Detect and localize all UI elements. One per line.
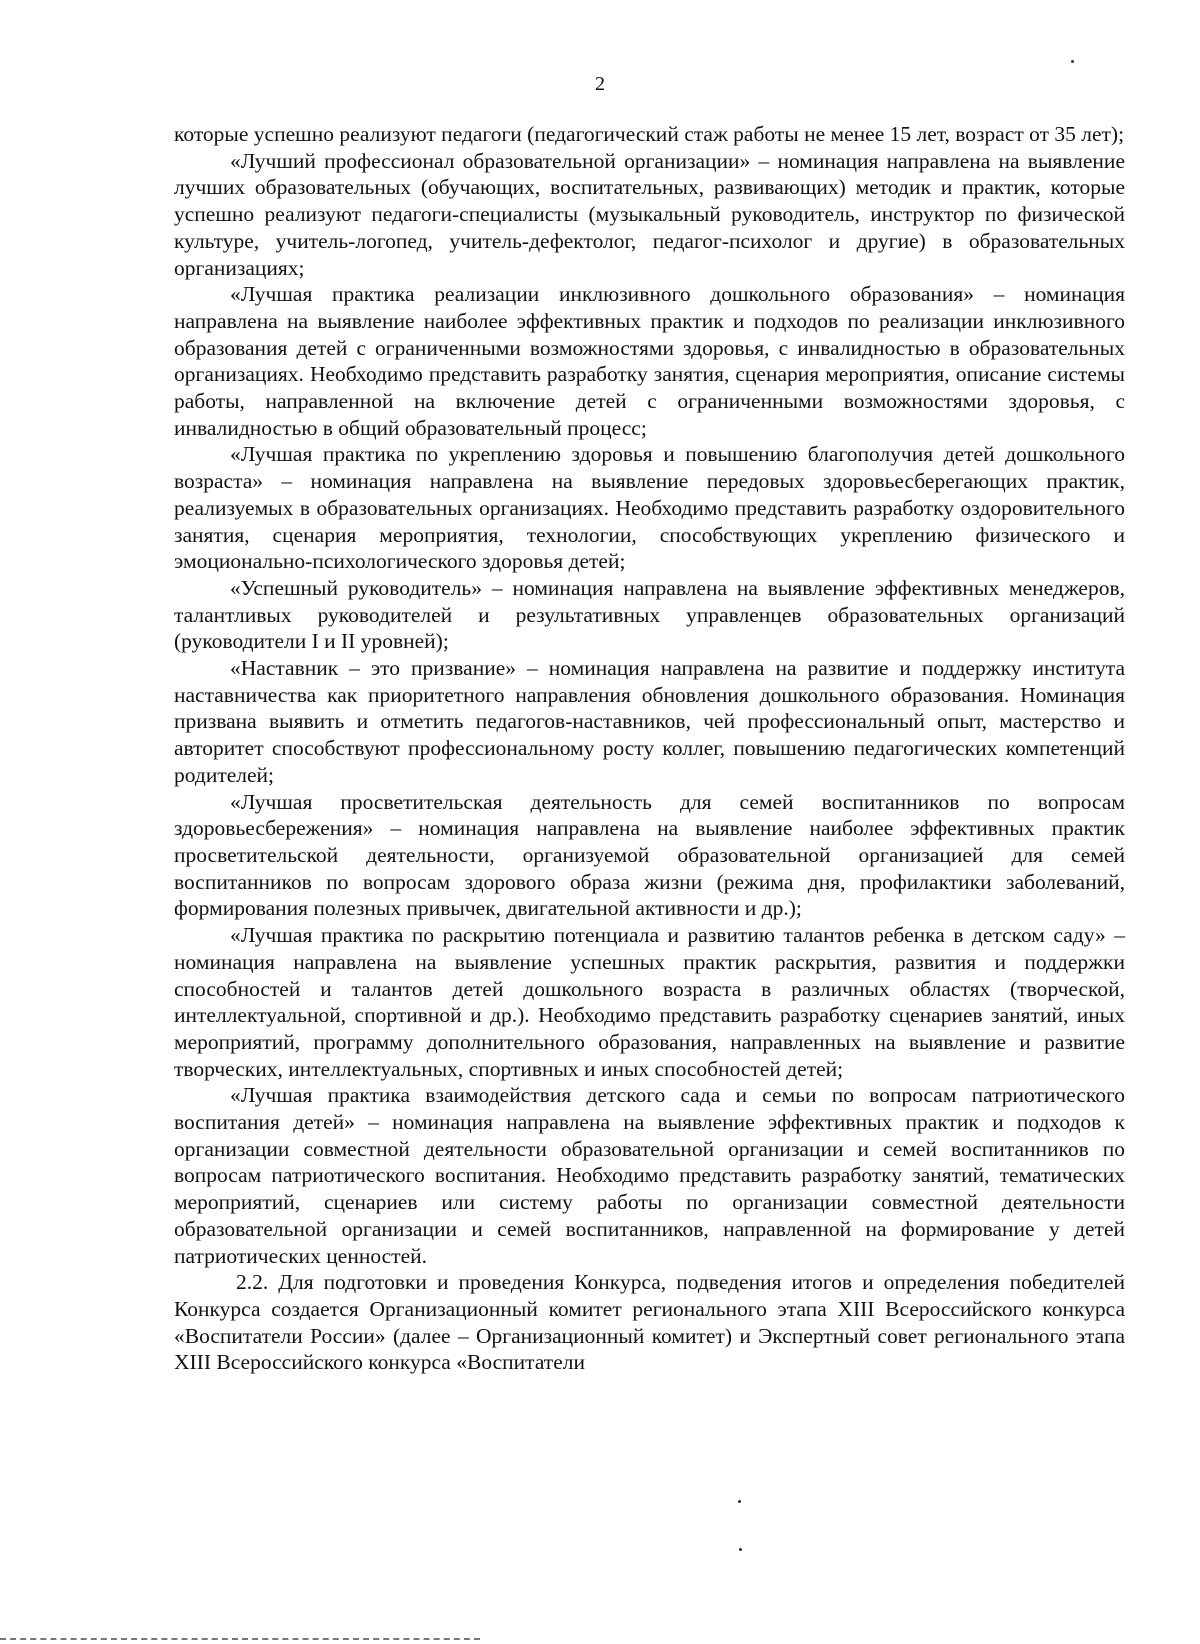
- scan-speck: [738, 1500, 741, 1503]
- paragraph-nomination-successful-leader: «Успешный руководитель» – номинация направлена на выявление эффективных менеджеров, талантливых руководителей и результативных управленцев образовательных организаций (руководители I и II уровней);: [174, 575, 1125, 654]
- page-number: 2: [595, 73, 605, 95]
- paragraph-section-2-2: 2.2. Для подготовки и проведения Конкурса, подведения итогов и определения победителей Конкурса создается Организационный комитет регионального этапа XIII Всероссийского конкурса «Воспитатели России» (далее – Организационный комитет) и Экспертный совет регионального этапа XIII Всероссийского конкурса «Воспитатели: [174, 1270, 1125, 1375]
- document-body: [174, 121, 1125, 1376]
- paragraph-nomination-best-professional: «Лучший профессионал образовательной организации» – номинация направлена на выявление лучших образовательных (обучающих, воспитательных, развивающих) методик и практик, которые успешно реализуют педагоги-специалисты (музыкальный руководитель, инструктор по физической культуре, учитель-логопед, учитель-дефектолог, педагог-психолог и другие) в образовательных организациях;: [174, 148, 1125, 280]
- paragraph-nomination-educational-activity: «Лучшая просветительская деятельность для семей воспитанников по вопросам здоровьесбережения» – номинация направлена на выявление наиболее эффективных практик просветительской деятельности, организуемой образовательной организацией для семей воспитанников по вопросам здорового образа жизни (режима дня, профилактики заболеваний, формирования полезных привычек, двигательной активности и др.);: [174, 789, 1125, 921]
- scan-speck: [739, 1548, 742, 1551]
- scan-edge-line: [0, 1638, 480, 1640]
- paragraph-continuation: которые успешно реализуют педагоги (педагогический стаж работы не менее 15 лет, возраст от 35 лет);: [174, 122, 1125, 146]
- scan-speck: [1071, 60, 1074, 63]
- paragraph-nomination-health-practice: «Лучшая практика по укреплению здоровья и повышению благополучия детей дошкольного возраста» – номинация направлена на выявление передовых здоровьесберегающих практик, реализуемых в образовательных организациях. Необходимо представить разработку оздоровительного занятия, сценария мероприятия, технологии, способствующих укреплению физического и эмоционально-психологического здоровья детей;: [174, 442, 1125, 574]
- paragraph-nomination-patriotic: «Лучшая практика взаимодействия детского сада и семьи по вопросам патриотического воспитания детей» – номинация направлена на выявление эффективных практик и подходов к организации совместной деятельности образовательной организации и семей воспитанников по вопросам патриотического воспитания. Необходимо представить разработку занятий, тематических мероприятий, сценариев или систему работы по организации совместной деятельности образовательной организации и семей воспитанников, направленной на формирование у детей патриотических ценностей.: [174, 1083, 1125, 1268]
- paragraph-nomination-mentor: «Наставник – это призвание» – номинация направлена на развитие и поддержку института наставничества как приоритетного направления обновления дошкольного образования. Номинация призвана выявить и отметить педагогов-наставников, чей профессиональный опыт, мастерство и авторитет способствуют профессиональному росту коллег, повышению педагогических компетенций родителей;: [174, 656, 1125, 787]
- paragraph-nomination-inclusive-practice: «Лучшая практика реализации инклюзивного дошкольного образования» – номинация направлена на выявление наиболее эффективных практик и подходов по реализации инклюзивного образования детей с ограниченными возможностями здоровья, с инвалидностью в образовательных организациях. Необходимо представить разработку занятия, сценария мероприятия, описание системы работы, направленной на включение детей с ограниченными возможностями здоровья, с инвалидностью в общий образовательный процесс;: [174, 282, 1125, 440]
- paragraph-nomination-talents: «Лучшая практика по раскрытию потенциала и развитию талантов ребенка в детском саду» – номинация направлена на выявление успешных практик раскрытия, развития и поддержки способностей и талантов детей дошкольного возраста в различных областях (творческой, интеллектуальной, спортивной и др.). Необходимо представить разработку сценариев занятий, иных мероприятий, программу дополнительного образования, направленных на выявление и развитие творческих, интеллектуальных, спортивных и иных способностей детей;: [174, 923, 1125, 1081]
